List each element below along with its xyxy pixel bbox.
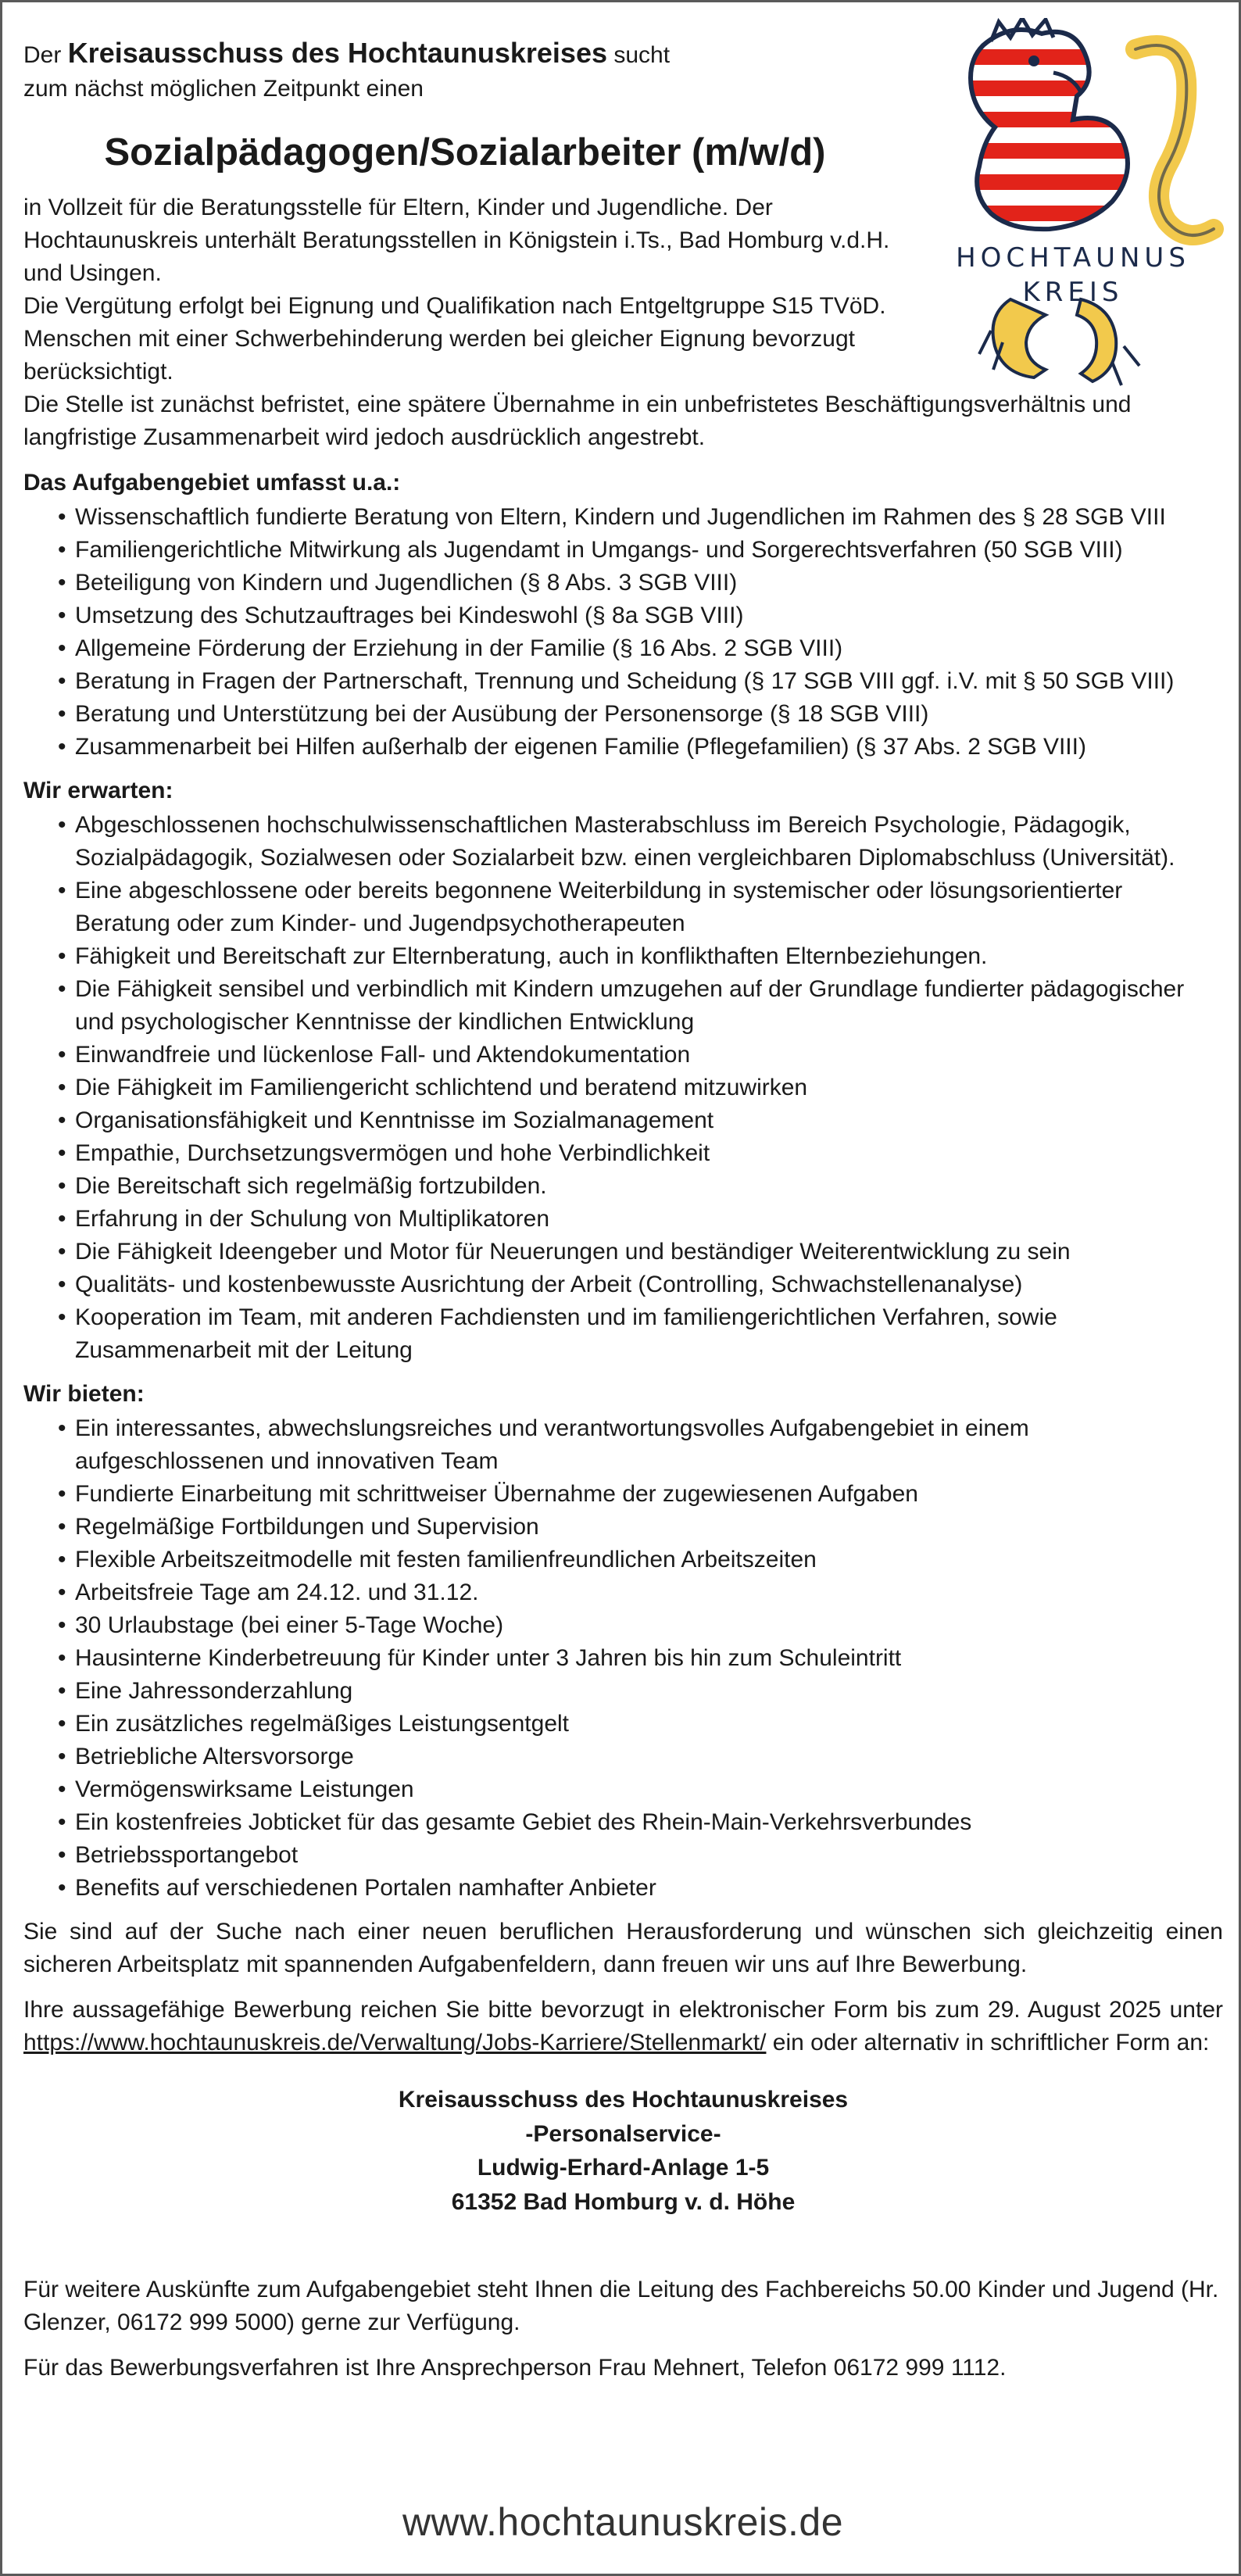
list-item: • Allgemeine Förderung der Erziehung in der Familie (§ 16 Abs. 2 SGB VIII) (58, 632, 1223, 665)
list-item: • Betriebliche Altersvorsorge (58, 1741, 1223, 1773)
closing-text-after: ein oder alternativ in schriftlicher Form an: (772, 2030, 1210, 2056)
postal-address (23, 2083, 1223, 2219)
paragraph-3: Die Stelle ist zunächst befristet, eine spätere Übernahme in ein unbefristetes Beschäftigungsverhältnis und langfristige Zusammenarbeit wird jedoch ausdrücklich angestrebt. (23, 392, 1132, 451)
address-line-4: 61352 Bad Homburg v. d. Höhe (451, 2188, 796, 2215)
intro-line1 (23, 34, 907, 73)
list-item: • Kooperation im Team, mit anderen Fachdiensten und im familiengerichtlichen Verfahren, sowie Zusammenarbeit mit der Leitung (58, 1301, 1223, 1367)
stellenmarkt-link[interactable]: https://www.hochtaunuskreis.de/Verwaltung/Jobs-Karriere/Stellenmarkt/ (23, 2030, 767, 2056)
list-item: • Fundierte Einarbeitung mit schrittweiser Übernahme der zugewiesenen Aufgaben (58, 1478, 1223, 1511)
paragraph-2: Die Vergütung erfolgt bei Eignung und Qualifikation nach Entgeltgruppe S15 TVöD. Menschen mit einer Schwerbehinderung werden bei gleicher Eignung bevorzugt berücksichtigt. (23, 293, 886, 385)
intro-prefix: Der (23, 42, 62, 68)
closing-paragraph-1: Sie sind auf der Suche nach einer neuen beruflichen Herausforderung und wünschen sich gleichzeitig einen sicheren Arbeitsplatz mit spannenden Aufgabenfeldern, dann freuen wir uns auf Ihre Bewerbung. (23, 1919, 1223, 1978)
list-item: • Wissenschaftlich fundierte Beratung von Eltern, Kindern und Jugendlichen im Rahmen des § 28 SGB VIII (58, 501, 1223, 534)
list-item: • Fähigkeit und Bereitschaft zur Elternberatung, auch in konflikthaften Elternbeziehungen. (58, 940, 1223, 973)
list-item: • Erfahrung in der Schulung von Multiplikatoren (58, 1203, 1223, 1236)
list-item: • Die Bereitschaft sich regelmäßig fortzubilden. (58, 1170, 1223, 1203)
list-item: • Die Fähigkeit im Familiengericht schlichtend und beratend mitzuwirken (58, 1072, 1223, 1104)
list-item: • Die Fähigkeit sensibel und verbindlich mit Kindern umzugehen auf der Grundlage fundierter pädagogischer und psychologischer Kenntnisse der kindlichen Entwicklung (58, 973, 1223, 1039)
list-item: • Familiengerichtliche Mitwirkung als Jugendamt in Umgangs- und Sorgerechtsverfahren (50 SGB VIII) (58, 534, 1223, 567)
job-title: Sozialpädagogen/Sozialarbeiter (m/w/d) (104, 131, 826, 174)
list-item: • Qualitäts- und kostenbewusste Ausrichtung der Arbeit (Controlling, Schwachstellenanalyse) (58, 1268, 1223, 1301)
list-item: • Ein kostenfreies Jobticket für das gesamte Gebiet des Rhein-Main-Verkehrsverbundes (58, 1806, 1223, 1839)
list-item: • Hausinterne Kinderbetreuung für Kinder unter 3 Jahren bis hin zum Schuleintritt (58, 1642, 1223, 1675)
list-item: • Zusammenarbeit bei Hilfen außerhalb der eigenen Familie (Pflegefamilien) (§ 37 Abs. 2 SGB VIII) (58, 731, 1223, 764)
list-item: • Vermögenswirksame Leistungen (58, 1773, 1223, 1806)
expect-heading: Wir erwarten: (23, 778, 173, 804)
intro-org: Kreisausschuss des Hochtaunuskreises (67, 37, 607, 69)
list-item: • Eine abgeschlossene oder bereits begonnene Weiterbildung in systemischer oder lösungsorientierter Beratung oder zum Kinder- und Jugendpsychotherapeuten (58, 875, 1223, 940)
address-line-2: -Personalservice- (525, 2120, 721, 2147)
tasks-list (23, 501, 1223, 764)
logo-line1: HOCHTAUNUS (956, 242, 1190, 274)
list-item: • Beratung in Fragen der Partnerschaft, Trennung und Scheidung (§ 17 SGB VIII ggf. i.V. mit § 50 SGB VIII) (58, 665, 1223, 698)
list-item: • Beratung und Unterstützung bei der Ausübung der Personensorge (§ 18 SGB VIII) (58, 698, 1223, 731)
list-item: • Empathie, Durchsetzungsvermögen und hohe Verbindlichkeit (58, 1137, 1223, 1170)
list-item: • Regelmäßige Fortbildungen und Supervision (58, 1511, 1223, 1544)
list-item: • Betriebssportangebot (58, 1839, 1223, 1872)
list-item: • Abgeschlossenen hochschulwissenschaftlichen Masterabschluss im Bereich Psychologie, Pädagogik, Sozialpädagogik, Sozialwesen oder Sozialarbeit bzw. einen vergleichbaren Diplomabschluss (Universität). (58, 809, 1223, 875)
contact-paragraph-1: Für weitere Auskünfte zum Aufgabengebiet steht Ihnen die Leitung des Fachbereichs 50.00 Kinder und Jugend (Hr. Glenzer, 06172 999 5000) gerne zur Verfügung. (23, 2277, 1219, 2336)
intro-line2: zum nächst möglichen Zeitpunkt einen (23, 76, 424, 102)
list-item: • Ein zusätzliches regelmäßiges Leistungsentgelt (58, 1708, 1223, 1741)
tasks-heading: Das Aufgabengebiet umfasst u.a.: (23, 470, 401, 496)
list-item: • Arbeitsfreie Tage am 24.12. und 31.12. (58, 1576, 1223, 1609)
paragraph-1: in Vollzeit für die Beratungsstelle für Eltern, Kinder und Jugendliche. Der Hochtaunuskreis unterhält Beratungsstellen in Königstein i.Ts., Bad Homburg v.d.H. und Usingen. (23, 195, 890, 287)
list-item: • Benefits auf verschiedenen Portalen namhafter Anbieter (58, 1872, 1223, 1905)
logo-line2: KREIS (1022, 277, 1124, 308)
list-item: • Beteiligung von Kindern und Jugendlichen (§ 8 Abs. 3 SGB VIII) (58, 567, 1223, 599)
list-item: • Organisationsfähigkeit und Kenntnisse im Sozialmanagement (58, 1104, 1223, 1137)
closing-paragraph-2 (23, 1994, 1223, 2059)
closing-text-before: Ihre aussagefähige Bewerbung reichen Sie bitte bevorzugt in elektronischer Form bis zum 29. August 2025 unter (23, 1997, 1223, 2023)
intro-suffix: sucht (613, 42, 671, 68)
list-item: • Ein interessantes, abwechslungsreiches und verantwortungsvolles Aufgabengebiet in einem aufgeschlossenen und innovativen Team (58, 1412, 1223, 1478)
list-item: • 30 Urlaubstage (bei einer 5-Tage Woche) (58, 1609, 1223, 1642)
expect-list (23, 809, 1223, 1367)
list-item: • Einwandfreie und lückenlose Fall- und Aktendokumentation (58, 1039, 1223, 1072)
intro (23, 34, 907, 388)
list-item: • Eine Jahressonderzahlung (58, 1675, 1223, 1708)
address-line-3: Ludwig-Erhard-Anlage 1-5 (477, 2155, 770, 2181)
offer-list (23, 1412, 1223, 1905)
contact-paragraph-2: Für das Bewerbungsverfahren ist Ihre Ansprechperson Frau Mehnert, Telefon 06172 999 1112. (23, 2355, 1007, 2381)
list-item: • Flexible Arbeitszeitmodelle mit festen familienfreundlichen Arbeitszeiten (58, 1544, 1223, 1576)
offer-heading: Wir bieten: (23, 1381, 145, 1408)
address-line-1: Kreisausschuss des Hochtaunuskreises (398, 2087, 849, 2113)
list-item: • Die Fähigkeit Ideengeber und Motor für Neuerungen und beständiger Weiterentwicklung zu sein (58, 1236, 1223, 1268)
content (23, 34, 1223, 2397)
footer-website[interactable]: www.hochtaunuskreis.de (402, 2500, 844, 2544)
list-item: • Umsetzung des Schutzauftrages bei Kindeswohl (§ 8a SGB VIII) (58, 599, 1223, 632)
